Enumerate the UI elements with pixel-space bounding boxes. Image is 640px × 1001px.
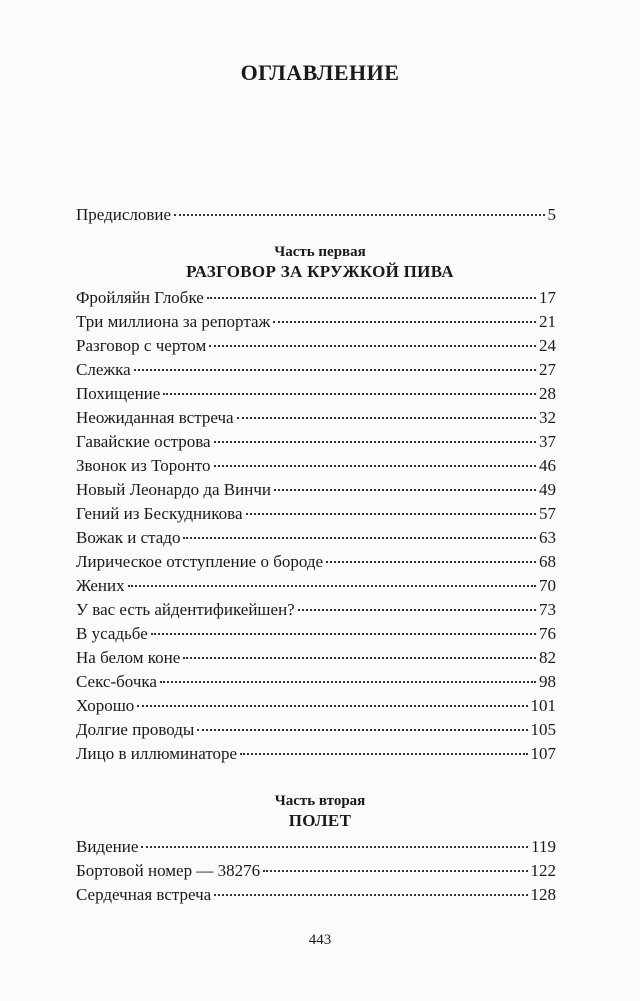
toc-entry-page: 63 bbox=[539, 528, 556, 547]
toc-entry bbox=[76, 670, 556, 694]
toc-entry-page: 28 bbox=[539, 384, 556, 403]
dot-leader bbox=[174, 214, 544, 216]
dot-leader bbox=[128, 585, 536, 587]
dot-leader bbox=[163, 393, 536, 395]
toc-entry-page: 107 bbox=[530, 744, 556, 763]
toc-entry bbox=[76, 550, 556, 574]
toc-entry bbox=[76, 598, 556, 622]
toc-entry-label: На белом коне bbox=[76, 648, 181, 667]
toc-entry-page: 46 bbox=[539, 456, 556, 475]
part-subtitle: Часть вторая bbox=[274, 793, 366, 809]
toc-entry-label: Похищение bbox=[76, 384, 161, 403]
toc-entry bbox=[76, 358, 556, 382]
toc-entry-label: Вожак и стадо bbox=[76, 528, 181, 547]
toc-entry-page: 24 bbox=[539, 336, 556, 355]
dot-leader bbox=[273, 321, 536, 323]
toc-entry-label: Лирическое отступление о бороде bbox=[76, 552, 324, 571]
toc-entry bbox=[76, 835, 556, 859]
toc-entry bbox=[76, 454, 556, 478]
dot-leader bbox=[197, 729, 527, 731]
toc-entry bbox=[76, 430, 556, 454]
dot-leader bbox=[263, 870, 527, 872]
toc-entry bbox=[76, 334, 556, 358]
toc-entry bbox=[76, 718, 556, 742]
toc-entry-page: 5 bbox=[547, 205, 556, 224]
toc-entry-preface bbox=[76, 203, 556, 227]
dot-leader bbox=[207, 297, 536, 299]
toc-entry-page: 70 bbox=[539, 576, 556, 595]
dot-leader bbox=[134, 369, 536, 371]
toc-entry-page: 105 bbox=[530, 720, 556, 739]
toc-entry-page: 49 bbox=[539, 480, 556, 499]
toc-entry-label: Секс-бочка bbox=[76, 672, 157, 691]
dot-leader bbox=[137, 705, 527, 707]
toc-entry-label: Долгие проводы bbox=[76, 720, 195, 739]
toc-entry-page: 37 bbox=[539, 432, 556, 451]
dot-leader bbox=[240, 753, 527, 755]
toc-entry-label: Предисловие bbox=[76, 205, 172, 224]
dot-leader bbox=[298, 609, 536, 611]
dot-leader bbox=[274, 489, 536, 491]
toc-entry-page: 101 bbox=[530, 696, 556, 715]
toc-entry-label: Слежка bbox=[76, 360, 131, 379]
toc-entry-page: 27 bbox=[539, 360, 556, 379]
toc-entry bbox=[76, 574, 556, 598]
page-title: ОГЛАВЛЕНИЕ bbox=[240, 60, 400, 85]
toc-entry bbox=[76, 883, 556, 907]
toc-entry bbox=[76, 622, 556, 646]
toc-entry-label: Гений из Бескудникова bbox=[76, 504, 243, 523]
toc-entry-page: 17 bbox=[539, 288, 556, 307]
dot-leader bbox=[214, 894, 527, 896]
toc-entry bbox=[76, 646, 556, 670]
toc-entry-page: 76 bbox=[539, 624, 556, 643]
dot-leader bbox=[151, 633, 536, 635]
toc-entry bbox=[76, 478, 556, 502]
toc-entry-label: Видение bbox=[76, 837, 139, 856]
toc-entry bbox=[76, 382, 556, 406]
toc-entry-page: 82 bbox=[539, 648, 556, 667]
toc-entry bbox=[76, 742, 556, 766]
toc-entry bbox=[76, 406, 556, 430]
toc-entry-label: Лицо в иллюминаторе bbox=[76, 744, 238, 763]
dot-leader bbox=[183, 657, 536, 659]
toc-entry-label: В усадьбе bbox=[76, 624, 148, 643]
toc-entry bbox=[76, 526, 556, 550]
toc-entry-label: Неожиданная встреча bbox=[76, 408, 234, 427]
toc-entry-label: Хорошо bbox=[76, 696, 135, 715]
dot-leader bbox=[141, 846, 528, 848]
toc-entry-page: 73 bbox=[539, 600, 556, 619]
toc-entry-label: Жених bbox=[76, 576, 125, 595]
toc-entry-label: Сердечная встреча bbox=[76, 885, 212, 904]
toc-entry-label: Бортовой номер — 38276 bbox=[76, 861, 261, 880]
dot-leader bbox=[160, 681, 536, 683]
toc-entry-page: 68 bbox=[539, 552, 556, 571]
toc-entry-label: Фройляйн Глобке bbox=[76, 288, 204, 307]
toc-entry-page: 128 bbox=[530, 885, 556, 904]
dot-leader bbox=[246, 513, 537, 515]
toc-entry-label: Звонок из Торонто bbox=[76, 456, 211, 475]
toc-entry-label: Разговор с чертом bbox=[76, 336, 207, 355]
toc-entry bbox=[76, 286, 556, 310]
toc-entry bbox=[76, 694, 556, 718]
toc-entry bbox=[76, 310, 556, 334]
dot-leader bbox=[326, 561, 536, 563]
toc-entry-page: 32 bbox=[539, 408, 556, 427]
toc-entry-label: Три миллиона за репортаж bbox=[76, 312, 271, 331]
toc-entry-label: Гавайские острова bbox=[76, 432, 211, 451]
part-title: ПОЛЕТ bbox=[288, 811, 352, 830]
dot-leader bbox=[237, 417, 536, 419]
part-subtitle: Часть первая bbox=[274, 244, 366, 260]
toc-entry-page: 57 bbox=[539, 504, 556, 523]
page-number: 443 bbox=[308, 932, 332, 948]
dot-leader bbox=[214, 465, 536, 467]
dot-leader bbox=[214, 441, 536, 443]
toc-entry-label: Новый Леонардо да Винчи bbox=[76, 480, 271, 499]
toc-entry bbox=[76, 502, 556, 526]
toc-entry-page: 98 bbox=[539, 672, 556, 691]
toc-entry-label: У вас есть айдентификейшен? bbox=[76, 600, 295, 619]
part-heading-2 bbox=[0, 792, 640, 832]
toc-entry-page: 119 bbox=[531, 837, 556, 856]
part-title: РАЗГОВОР ЗА КРУЖКОЙ ПИВА bbox=[186, 262, 454, 281]
toc-entry-page: 122 bbox=[530, 861, 556, 880]
toc-entry-page: 21 bbox=[539, 312, 556, 331]
dot-leader bbox=[183, 537, 536, 539]
dot-leader bbox=[209, 345, 536, 347]
toc-entry bbox=[76, 859, 556, 883]
part-heading-1 bbox=[0, 243, 640, 283]
